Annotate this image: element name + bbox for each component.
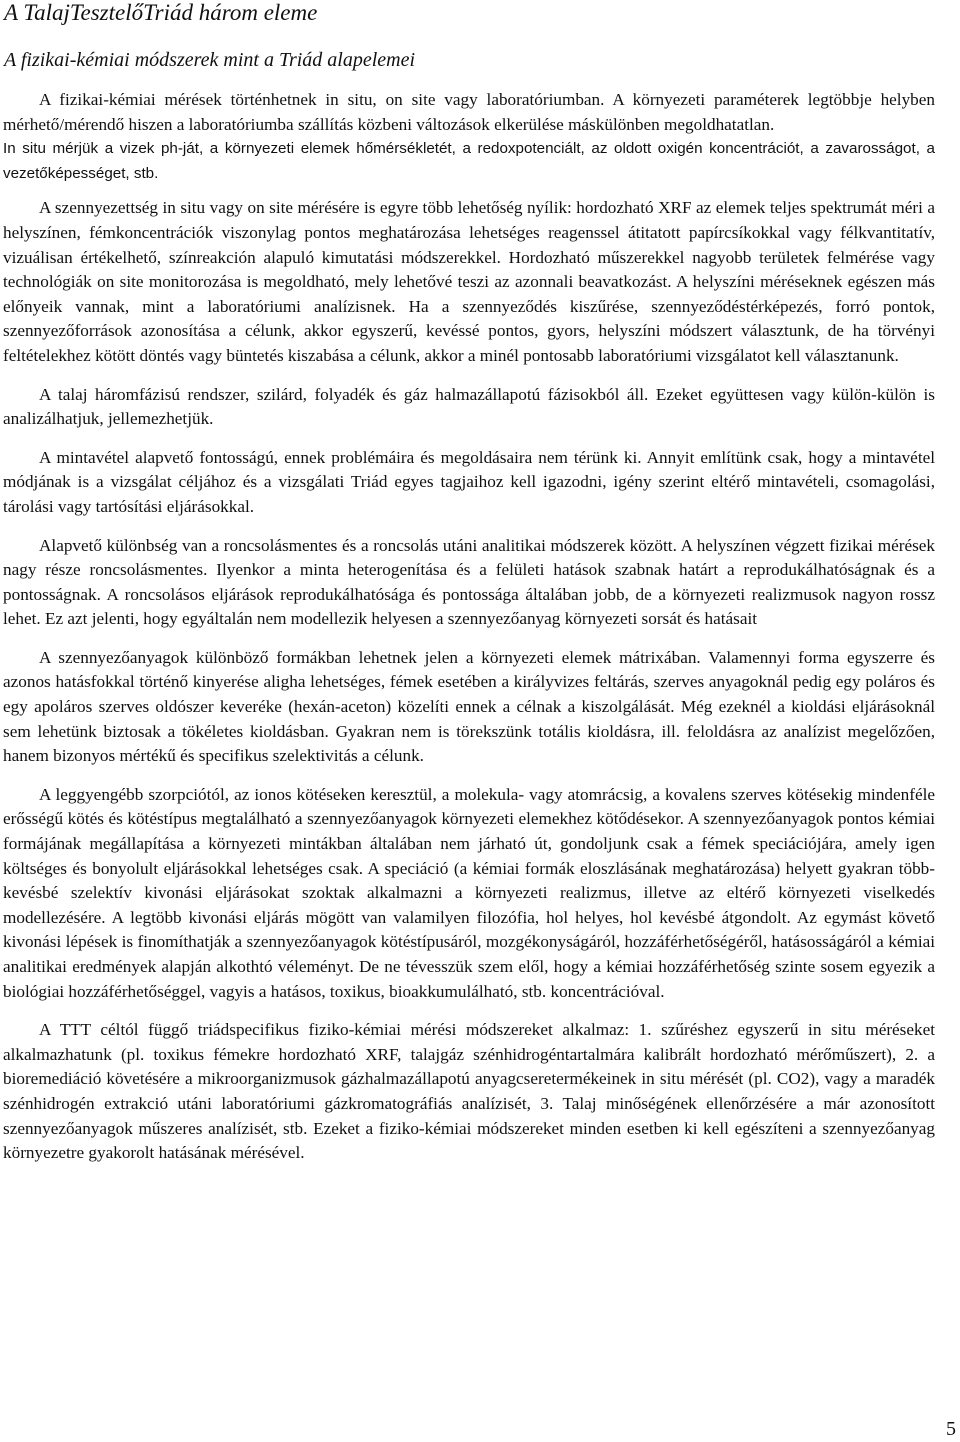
body-text [3,88,935,1166]
paragraph-pollutant-forms: A szennyezőanyagok különböző formákban lehetnek jelen a környezeti elemek mátrixában. Valamennyi forma egyszerre és azonos hatásfokkal történő kinyerése aligha lehetséges, fémek esetében a királyvizes feltárás, szerves anyagoknál pedig egy poláros és egy apoláros szerves oldószer keveréke (hexán-aceton) közelíti ennek a célnak a kiszolgálását. Még ezeknél a kioldási eljárásoknál sem lehetünk biztosak a tökéletes kioldásban. Gyakran nem is törekszünk totális kioldásra, ill. feloldásra az analízist megelőzően, hanem bizonyos mértékű és specifikus szelektivitás a célunk. [3,647,935,766]
paragraph-measurement-locations: A fizikai-kémiai mérések történhetnek in situ, on site vagy laboratóriumban. A környezeti paraméterek legtöbbje helyben mérhető/mérendő hiszen a laboratóriumba szállítás közbeni változások elkerülése máskülönben megoldhatatlan. [3,90,935,134]
paragraph-contamination-measurement: A szennyezettség in situ vagy on site mérésére is egyre több lehetőség nyílik: hordozható XRF az elemek teljes spektrumát méri a helyszínen, fémkoncentrációk viszonylag pontos meghatározása lehetséges reagenssel átitatott papírcsíkokkal vagy félkvantitatív, vizuálisan értékelhető, színreakción alapuló kimutatási módszerekkel. Hordozható műszerekkel nagyobb területek felmérése vagy technológiák on site monitorozása is megoldható, mely lehetővé teszi az azonnali beavatkozást. A helyszíni méréseknek egészen más előnyeik vannak, mint a laboratóriumi analízisnek. Ha a szennyeződés kiszűrése, szennyeződéstérképezés, forró pontok, szennyezőforrások azonosítása a célunk, akkor egyszerű, kevéssé pontos, gyors, helyszíni módszert választunk, de ha törvényi feltételekhez kötött döntés vagy büntetés kiszabása a célunk, akkor a minél pontosabb laboratóriumi vizsgálatot kell választanunk. [3,198,935,365]
paragraph-soil-phases: A talaj háromfázisú rendszer, szilárd, folyadék és gáz halmazállapotú fázisokból áll. Ezeket együttesen vagy külön-külön is analizálhatjuk, jellemezhetjük. [3,384,935,429]
paragraph-in-situ-measurements: In situ mérjük a vizek ph-ját, a környezeti elemek hőmérsékletét, a redoxpotenciált, az oldott oxigén koncentrációt, a zavarosságot, a vezetőképességet, stb. [3,140,935,182]
section-title: A TalajTesztelőTriád három eleme [4,0,318,25]
paragraph-sampling: A mintavétel alapvető fontosságú, ennek problémáira és megoldásaira nem térünk ki. Annyit említünk csak, hogy a mintavétel módjának is a vizsgálat céljához és a vizsgálati Triád egyes tagjaihoz kell igazodni, igény szerint eltérő mintavételi, csomagolási, tárolási vagy tartósítási eljárásokkal. [3,447,935,516]
page-number: 5 [946,1418,956,1440]
paragraph-bonding-types: A leggyengébb szorpciótól, az ionos kötéseken keresztül, a molekula- vagy atomrácsig, a kovalens szerves kötésekig mindenféle erősségű kötés és kötéstípus megtalálható a szennyezőanyagok környezeti elemekhez kötődésekor. A szennyezőanyagok pontos kémiai formájának megállapítása a környezeti mintákban általában nem járható út, gondoljunk csak a fémek speciációjára, amely igen költséges és bonyolult eljárásokkal lehetséges csak. A speciáció (a kémiai formák eloszlásának meghatározása) helyett gyakran több-kevésbé szelektív kivonási eljárásokat szoktak alkalmazni a környezeti realizmus, illetve az eltérő környezeti viselkedés modellezésére. A legtöbb kivonási eljárás mögött van valamilyen filozófia, hol helyes, hol kevésbé átgondolt. Az egymást követő kivonási lépések is finomíthatják a szennyezőanyagok kötéstípusáról, mozgékonyságáról, hozzáférhetőségéről, hatásosságáról a kémiai analitikai eredmények alapján alkothtó véleményt. De ne tévesszük szem elől, hogy a kémiai hozzáférhetőség szinte sosem egyezik a biológiai hozzáférhetőséggel, vagyis a hatásos, toxikus, bioakkumulálható, stb. koncentrációval. [3,784,935,1001]
paragraph-ttt-methods: A TTT céltól függő triádspecifikus fiziko-kémiai mérési módszereket alkalmaz: 1. szűréshez egyszerű in situ méréseket alkalmazhatunk (pl. toxikus fémekre hordozható XRF, talajgáz szénhidrogéntartalmára kalibrált hordozható mérőműszert), 2. a bioremediáció követésére a mikroorganizmusok gázhalmazállapotú anyagcseretermékeinek in situ mérését (pl. CO2), vagy a maradék szénhidrogén extrakció utáni laboratóriumi gázkromatográfiás analízisét, 3. Talaj minőségének ellenőrzésére a már azonosított szennyezőanyagok műszeres analízisét, stb. Ezeket a fiziko-kémiai módszereket minden esetben ki kell egészíteni a szennyezőanyag környezetre gyakorolt hatásának mérésével. [3,1020,935,1163]
paragraph-destructive-methods: Alapvető különbség van a roncsolásmentes és a roncsolás utáni analitikai módszerek között. A helyszínen végzett fizikai mérések nagy része roncsolásmentes. Ilyenkor a minta heterogenítása és a felületi hatások szabnak határt a reprodukálhatóságnak és a pontosságnak. A roncsolásos eljárások reprodukálhatósága és pontossága általában jobb, de a környezeti realizmusok nagyon rossz lehet. Ez azt jelenti, hogy egyáltalán nem modellezik helyesen a szennyezőanyag környezeti sorsát és hatásait [3,535,935,629]
subsection-title: A fizikai-kémiai módszerek mint a Triád alapelemei [4,49,416,71]
